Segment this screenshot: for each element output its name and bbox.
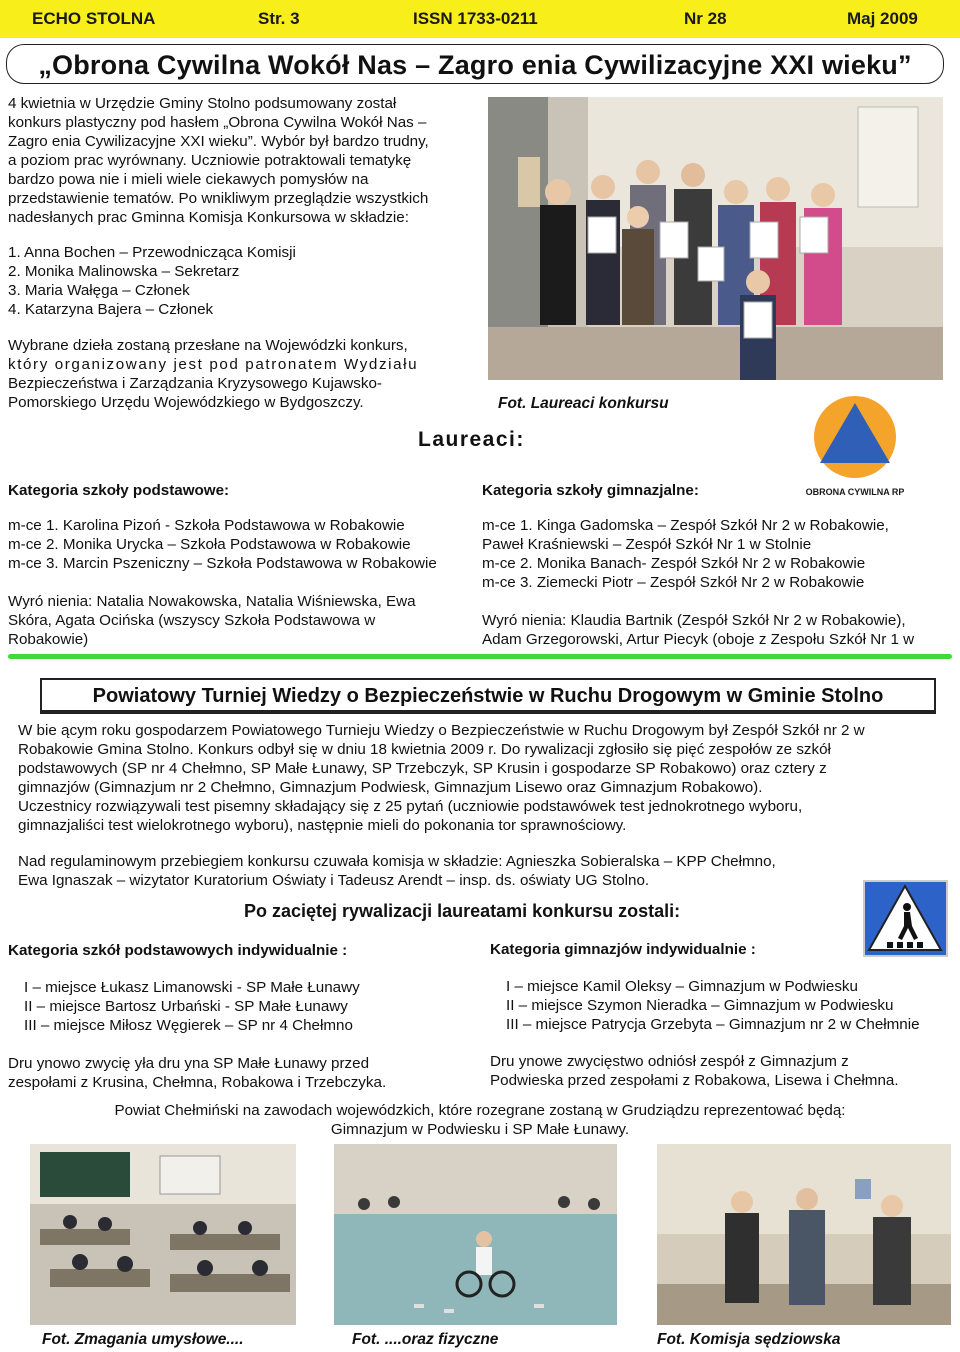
text-line: Wyró nienia: Natalia Nowakowska, Natalia Wiśniewska, Ewa (8, 593, 416, 610)
gym-honors (482, 611, 956, 649)
text-line: Nad regulaminowym przebiegiem konkursu czuwała komisja w składzie: Agnieszka Sobieralska – KPP Chełmno, (18, 853, 776, 870)
closing-text (40, 1101, 920, 1139)
result-line: III – miejsce Patrycja Grzebyta – Gimnazjum nr 2 w Chełmnie (506, 1016, 920, 1033)
result-line: m-ce 1. Kinga Gadomska – Zespół Szkół Nr 2 w Robakowie, (482, 517, 889, 534)
result-line: III – miejsce Miłosz Węgierek – SP nr 4 Chełmno (24, 1017, 353, 1034)
result-line: I – miejsce Łukasz Limanowski - SP Małe Łunawy (24, 979, 360, 996)
photo-caption: Fot. ....oraz fizyczne (352, 1331, 499, 1348)
committee-list (8, 243, 476, 319)
page-number: Str. 3 (258, 9, 300, 28)
result-line: m-ce 1. Karolina Pizoń - Szkoła Podstawowa w Robakowie (8, 517, 405, 534)
text-line: W bie ącym roku gospodarzem Powiatowego Turnieju Wiedzy o Bezpieczeństwie w Ruchu Drogowym był Zespół Szkół nr 2 w (18, 722, 865, 739)
gym-individual-heading: Kategoria gimnazjów indywidualnie : (490, 941, 756, 958)
text-line: a poziom prac wyrównany. Uczniowie potraktowali tematykę (8, 152, 412, 169)
gym-individual-results (506, 977, 956, 1034)
text-line: Robakowie) (8, 631, 89, 648)
text-line: Zagro enia Cywilizacyjne XXI wieku”. Wybór był bardzo trudny, (8, 133, 429, 150)
text-line: Pomorskiego Urzędu Wojewódzkiego w Bydgoszczy. (8, 394, 364, 411)
photo-caption: Fot. Laureaci konkursu (498, 395, 669, 412)
text-line: Wybrane dzieła zostaną przesłane na Wojewódzki konkurs, (8, 337, 408, 354)
text-line: Robakowie Gmina Stolno. Konkurs odbył się w dniu 18 kwietnia 2009 r. Do rywalizacji zgłosiło się pięć zespołów ze szkół (18, 741, 831, 758)
text-line: Uczestnicy rozwiązywali test pisemny składający się z 25 pytań (uczniowie podstawówek test jednokrotnego wyboru, (18, 798, 803, 815)
result-line: I – miejsce Kamil Oleksy – Gimnazjum w Podwiesku (506, 978, 858, 995)
article-intro (8, 94, 476, 227)
result-line: m-ce 3. Ziemecki Piotr – Zespół Szkół Nr 2 w Robakowie (482, 574, 865, 591)
text-line: Bezpieczeństwa i Zarządzania Kryzysowego Kujawsko- (8, 375, 382, 392)
text-line: Powiat Chełmiński na zawodach wojewódzkich, które rozegrane zostaną w Grudziądzu reprezentować będą: (114, 1102, 846, 1119)
text-line: podstawowych (SP nr 4 Chełmno, SP Małe Łunawy, SP Trzebczyk, SP Krusin i gospodarze SP Robakowo) oraz cztery z (18, 760, 827, 777)
laureates-photo (488, 97, 943, 380)
text-line: Dru ynowo zwycię yła dru yna SP Małe Łunawy przed (8, 1055, 370, 1072)
gym-team-result (490, 1052, 944, 1090)
jury-photo (657, 1144, 951, 1325)
result-line: m-ce 2. Monika Urycka – Szkoła Podstawowa w Robakowie (8, 536, 411, 553)
title-underline (40, 710, 936, 714)
results-heading: Po zaciętej rywalizacji laureatami konkursu zostali: (244, 901, 681, 921)
text-line: Adam Grzegorowski, Artur Piecyk (oboje z Zespołu Szkół Nr 1 w (482, 631, 915, 648)
result-line: m-ce 3. Marcin Pszeniczny – Szkoła Podstawowa w Robakowie (8, 555, 437, 572)
text-line: Skóra, Agata Ocińska (wszyscy Szkoła Podstawowa w (8, 612, 376, 629)
text-line: 4 kwietnia w Urzędzie Gminy Stolno podsumowany został (8, 95, 397, 112)
laureates-heading: Laureaci: (418, 428, 525, 451)
primary-individual-results (24, 978, 464, 1035)
list-item: 2. Monika Malinowska – Sekretarz (8, 263, 240, 280)
civil-defence-logo (793, 393, 917, 505)
header-bar (0, 0, 960, 38)
list-item: 3. Maria Wałęga – Członek (8, 282, 190, 299)
text-line: Wyró nienia: Klaudia Bartnik (Zespół Szkół Nr 2 w Robakowie), (482, 612, 906, 629)
text-line: Gimnazjum w Podwiesku i SP Małe Łunawy. (330, 1121, 630, 1138)
issue-date: Maj 2009 (847, 9, 918, 28)
text-line: przedstawienie tematów. Po wnikliwym przeglądzie wszystkich (8, 190, 429, 207)
text-line: bardzo powa nie i mieli wiele ciekawych pomysłów na (8, 171, 369, 188)
obstacle-course-photo (334, 1144, 617, 1325)
text-line: konkurs plastyczny pod hasłem „Obrona Cywilna Wokół Nas – (8, 114, 427, 131)
paper-name: ECHO STOLNA (32, 9, 156, 28)
text-line: nadesłanych prac Gminna Komisja Konkursowa w składzie: (8, 209, 409, 226)
gym-results (482, 516, 956, 592)
article-title: „Obrona Cywilna Wokół Nas – Zagro enia Cywilizacyjne XXI wieku” (6, 44, 944, 84)
section-title (40, 678, 936, 714)
text-line: zespołami z Krusina, Chełmna, Robakowa i Trzebczyka. (8, 1074, 387, 1091)
result-line: II – miejsce Szymon Nieradka – Gimnazjum w Podwiesku (506, 997, 894, 1014)
logo-text: OBRONA CYWILNA RP (805, 487, 905, 497)
quiz-photo (30, 1144, 296, 1325)
list-item: 1. Anna Bochen – Przewodnicząca Komisji (8, 244, 296, 261)
text-line: Podwieska przed zespołami z Robakowa, Lisewa i Chełmna. (490, 1072, 899, 1089)
issue-number: Nr 28 (684, 9, 727, 28)
gym-category-heading: Kategoria szkoły gimnazjalne: (482, 482, 699, 499)
text-line: gimnazjów (Gimnazjum nr 2 Chełmno, Gimnazjum Podwiesk, Gimnazjum Lisewo oraz Gimnazjum Robakowo). (18, 779, 763, 796)
tournament-intro (18, 721, 930, 835)
section-divider (8, 654, 952, 659)
text-line: gimnazjaliści test wielokrotnego wyboru), następnie mieli do pokonania tor sprawnościowy. (18, 817, 627, 834)
primary-results (8, 516, 478, 573)
primary-individual-heading: Kategoria szkół podstawowych indywidualnie : (8, 942, 348, 959)
text-line: który organizowany jest pod patronatem Wydziału (8, 356, 419, 373)
text-line: Ewa Ignaszak – wizytator Kuratorium Oświaty i Tadeusz Arendt – insp. ds. oświaty UG Stolno. (18, 872, 650, 889)
section-title-text: Powiatowy Turniej Wiedzy o Bezpieczeństwie w Ruchu Drogowym w Gminie Stolno (92, 685, 884, 707)
primary-team-result (8, 1054, 470, 1092)
photo-caption: Fot. Zmagania umysłowe.... (42, 1331, 244, 1348)
primary-category-heading: Kategoria szkoły podstawowe: (8, 482, 230, 499)
article-outro (8, 336, 464, 412)
primary-honors (8, 592, 472, 649)
list-item: 4. Katarzyna Bajera – Członek (8, 301, 214, 318)
result-line: II – miejsce Bartosz Urbański - SP Małe Łunawy (24, 998, 348, 1015)
photo-caption: Fot. Komisja sędziowska (657, 1331, 841, 1348)
pedestrian-crossing-sign-icon (863, 880, 948, 957)
tournament-committee (18, 852, 838, 890)
issn: ISSN 1733-0211 (413, 9, 538, 28)
result-line: Paweł Kraśniewski – Zespół Szkół Nr 1 w Stolnie (482, 536, 812, 553)
result-line: m-ce 2. Monika Banach- Zespół Szkół Nr 2 w Robakowie (482, 555, 866, 572)
text-line: Dru ynowe zwycięstwo odniósł zespół z Gimnazjum z (490, 1053, 849, 1070)
